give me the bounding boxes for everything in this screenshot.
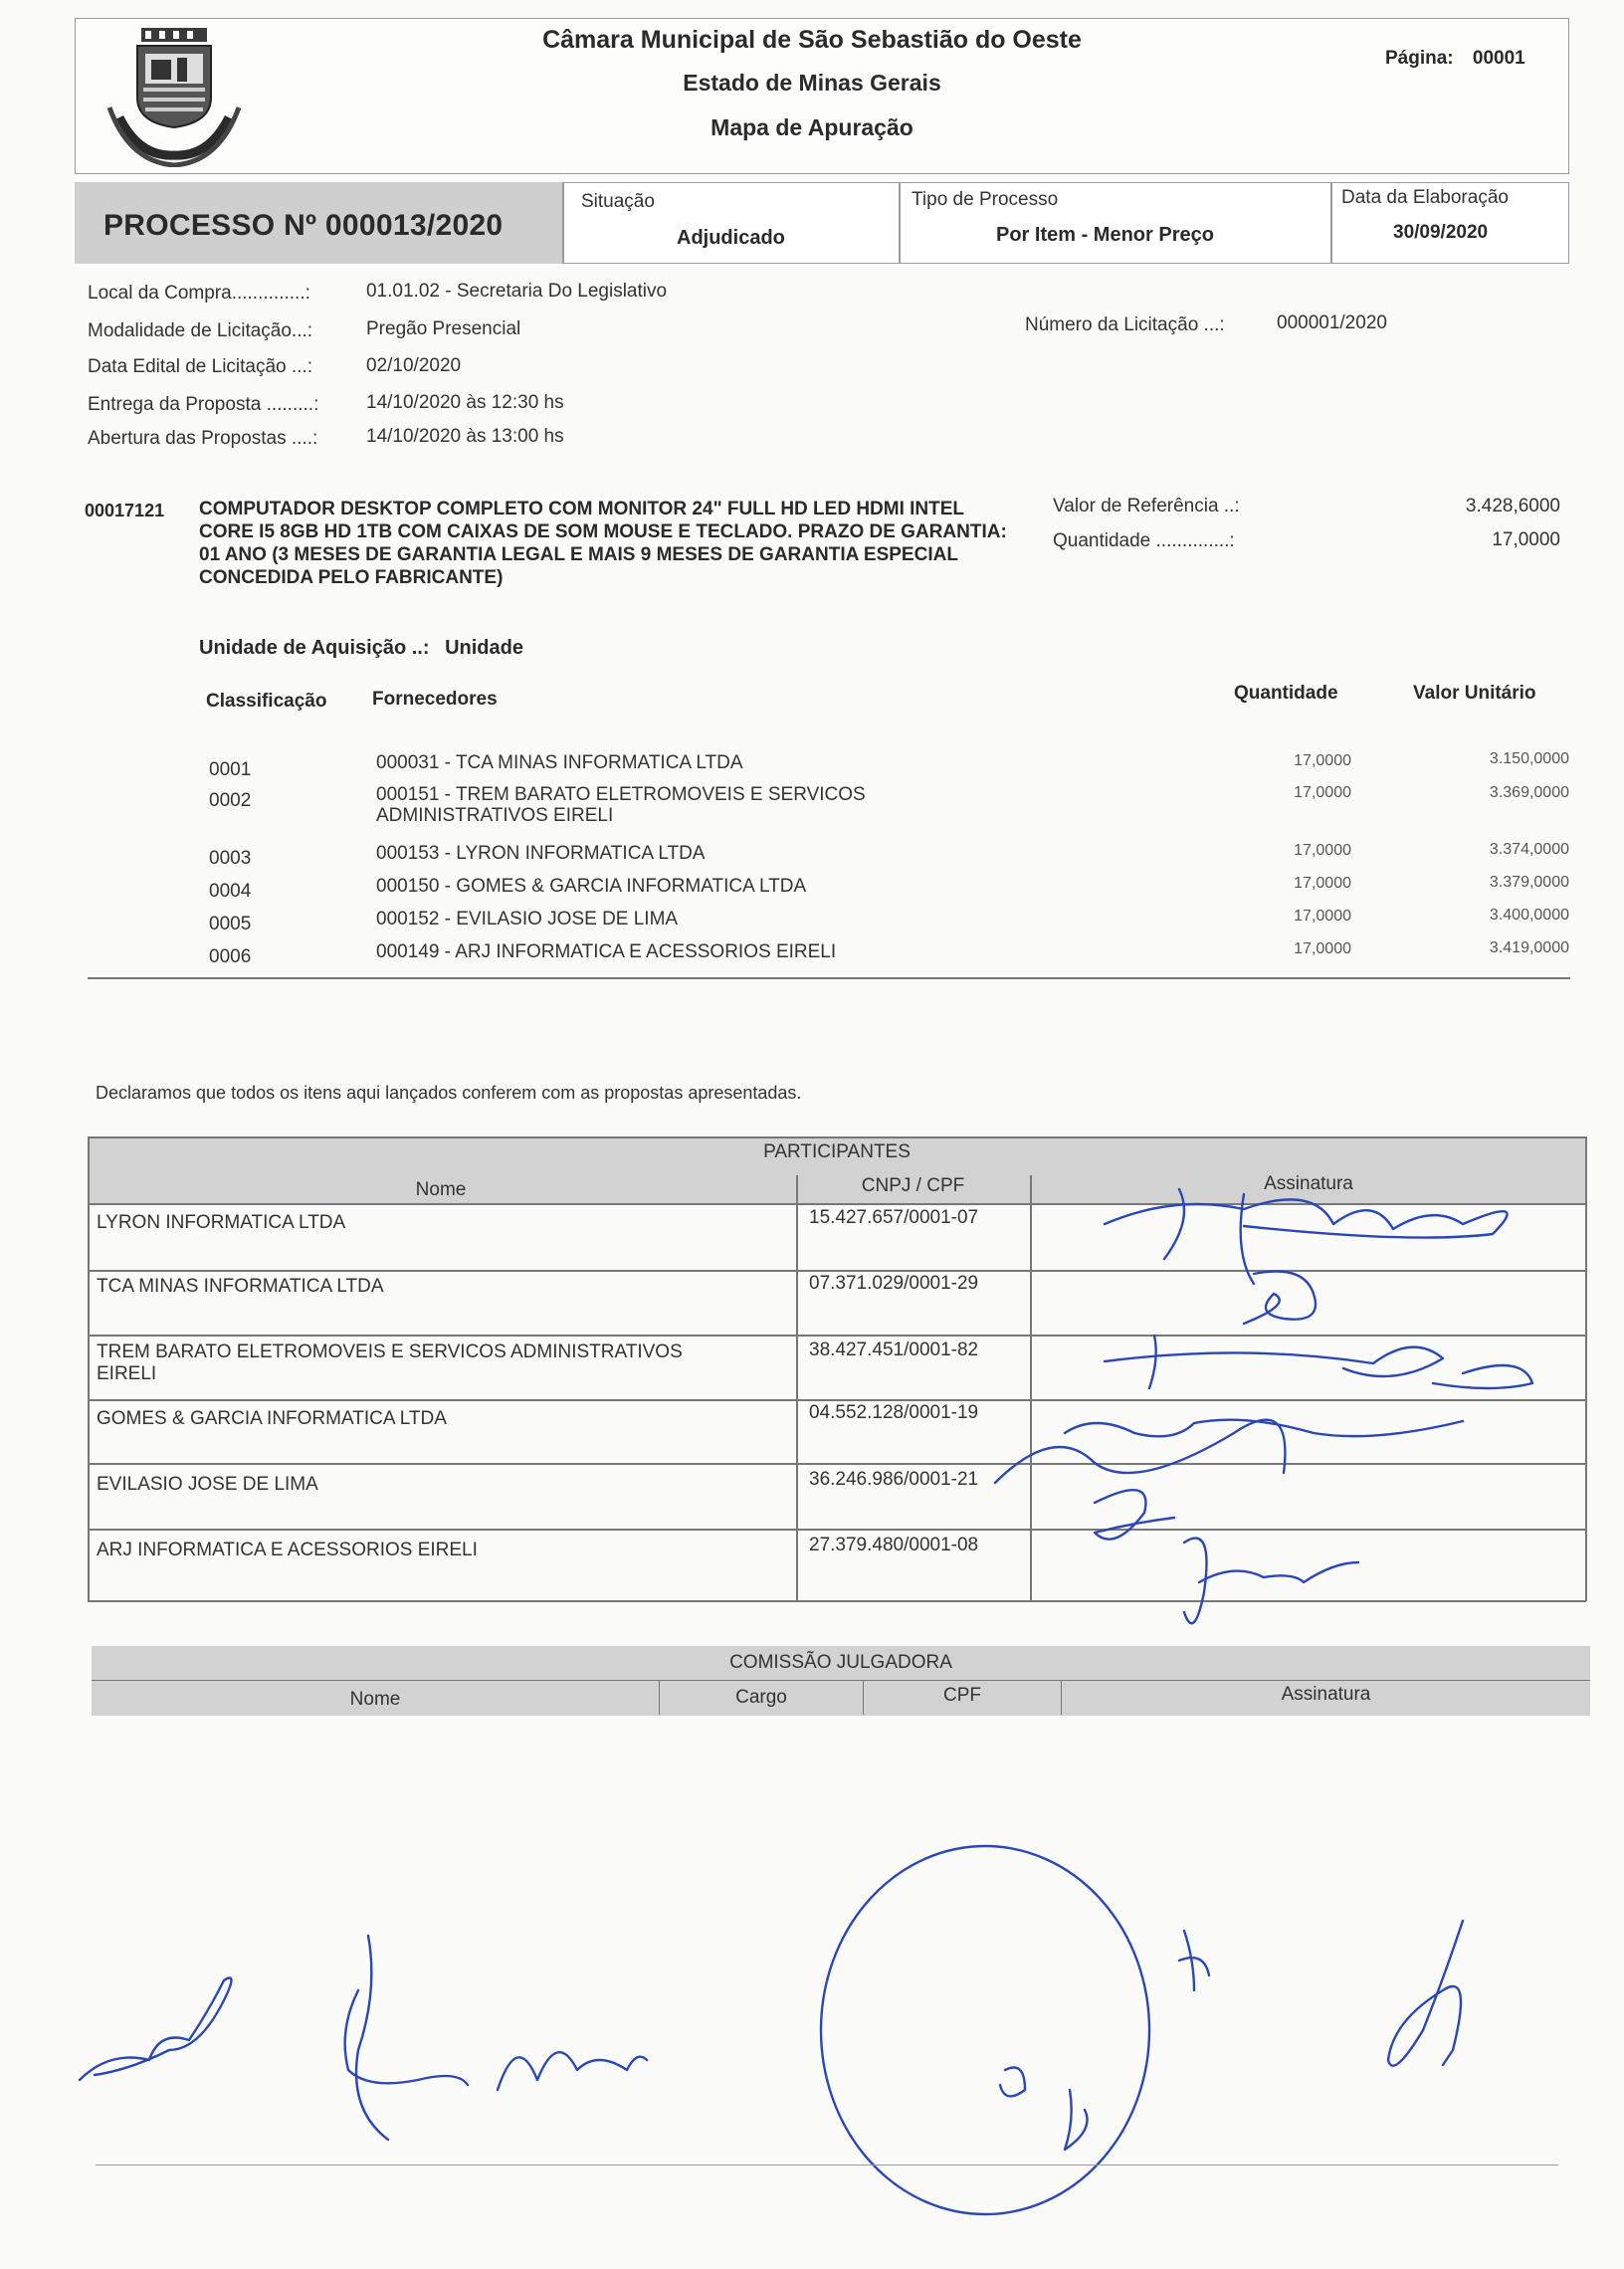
row-price: 3.400,0000	[1489, 907, 1569, 924]
declaration-text: Declaramos que todos os itens aqui lançados conferem com as propostas apresentadas.	[96, 1083, 802, 1103]
item-description: COMPUTADOR DESKTOP COMPLETO COM MONITOR 24" FULL HD LED HDMI INTEL CORE I5 8GB HD 1TB COM CAIXAS DE SOM MOUSE E TECLADO. PRAZO DE GARANTIA: 01 ANO (3 MESES DE GARANTIA LEGAL E MAIS 9 MESES DE GARANTIA ESPECIAL CONCEDIDA PELO FABRICANTE)	[199, 499, 1007, 588]
page-number: 00001	[1472, 48, 1525, 69]
commission-signature-6	[1388, 1921, 1463, 2066]
data-elaboracao-value: 30/09/2020	[1393, 222, 1489, 243]
participants-title: PARTICIPANTES	[763, 1141, 911, 1162]
participant-name: TCA MINAS INFORMATICA LTDA	[97, 1276, 384, 1297]
item-code: 00017121	[85, 501, 165, 520]
row-supplier: 000150 - GOMES & GARCIA INFORMATICA LTDA	[376, 876, 807, 897]
page-label: Página: 00001	[1385, 48, 1525, 69]
row-quantity: 17,0000	[1294, 875, 1351, 892]
participant-name: TREM BARATO ELETROMOVEIS E SERVICOS ADMINISTRATIVOS EIRELI	[97, 1341, 683, 1384]
situacao-label: Situação	[581, 191, 655, 212]
state-name: Estado de Minas Gerais	[683, 70, 941, 96]
valor-referencia-label: Valor de Referência ..:	[1053, 496, 1240, 516]
commission-signature-5	[1179, 1931, 1209, 1990]
row-quantity: 17,0000	[1294, 842, 1351, 859]
participant-name: LYRON INFORMATICA LTDA	[97, 1212, 346, 1233]
col-quantidade: Quantidade	[1234, 683, 1338, 704]
tipo-processo-value: Por Item - Menor Preço	[996, 224, 1214, 246]
row-supplier: 000151 - TREM BARATO ELETROMOVEIS E SERVICOS ADMINISTRATIVOS EIRELI	[376, 784, 866, 826]
row-classificacao: 0004	[209, 881, 252, 902]
commission-col-assinatura: Assinatura	[1281, 1684, 1371, 1705]
participant-name: EVILASIO JOSE DE LIMA	[97, 1474, 318, 1495]
participant-name: ARJ INFORMATICA E ACESSORIOS EIRELI	[97, 1540, 478, 1560]
col-cnpj: CNPJ / CPF	[861, 1175, 965, 1196]
participant-name: GOMES & GARCIA INFORMATICA LTDA	[97, 1408, 447, 1429]
modalidade-value: Pregão Presencial	[366, 318, 521, 339]
row-quantity: 17,0000	[1294, 752, 1351, 769]
footer-divider	[96, 2165, 1558, 2166]
local-compra-label: Local da Compra..............:	[88, 283, 310, 304]
participant-cnpj: 38.427.451/0001-82	[809, 1340, 979, 1360]
local-compra-value: 01.01.02 - Secretaria Do Legislativo	[366, 281, 668, 302]
participant-cnpj: 07.371.029/0001-29	[809, 1273, 979, 1294]
row-supplier: 000149 - ARJ INFORMATICA E ACESSORIOS EIRELI	[376, 941, 837, 962]
entrega-label: Entrega da Proposta .........:	[88, 394, 319, 415]
row-price: 3.379,0000	[1489, 874, 1569, 891]
council-name: Câmara Municipal de São Sebastião do Oeste	[542, 26, 1082, 54]
participant-cnpj: 36.246.986/0001-21	[809, 1469, 979, 1490]
commission-col-nome: Nome	[349, 1689, 401, 1710]
participant-cnpj: 15.427.657/0001-07	[809, 1207, 979, 1228]
commission-col-cpf: CPF	[943, 1685, 981, 1706]
row-classificacao: 0003	[209, 848, 252, 869]
row-supplier: 000031 - TCA MINAS INFORMATICA LTDA	[376, 752, 743, 773]
entrega-value: 14/10/2020 às 12:30 hs	[366, 392, 564, 413]
row-classificacao: 0005	[209, 914, 252, 934]
row-quantity: 17,0000	[1294, 940, 1351, 957]
data-edital-value: 02/10/2020	[366, 355, 462, 376]
commission-col-cargo: Cargo	[735, 1687, 787, 1708]
tipo-processo-label: Tipo de Processo	[912, 189, 1059, 210]
quantidade-value: 17,0000	[1492, 529, 1560, 550]
participant-cnpj: 27.379.480/0001-08	[809, 1535, 979, 1555]
commission-title: COMISSÃO JULGADORA	[729, 1652, 952, 1673]
row-price: 3.150,0000	[1489, 750, 1569, 767]
row-classificacao: 0006	[209, 946, 252, 967]
numero-licitacao-value: 000001/2020	[1277, 312, 1387, 333]
data-elaboracao-label: Data da Elaboração	[1341, 187, 1509, 208]
participant-cnpj: 04.552.128/0001-19	[809, 1402, 979, 1423]
col-classificacao: Classificação	[206, 691, 327, 712]
commission-signature-2	[345, 1936, 468, 2140]
row-quantity: 17,0000	[1294, 784, 1351, 801]
row-price: 3.419,0000	[1489, 939, 1569, 956]
data-edital-label: Data Edital de Licitação ...:	[88, 356, 313, 377]
abertura-value: 14/10/2020 às 13:00 hs	[366, 426, 564, 447]
modalidade-label: Modalidade de Licitação...:	[88, 320, 313, 341]
abertura-label: Abertura das Propostas ....:	[88, 428, 318, 449]
situacao-value: Adjudicado	[677, 227, 785, 249]
row-classificacao: 0002	[209, 790, 252, 811]
document-title: Mapa de Apuração	[710, 114, 914, 140]
numero-licitacao-label: Número da Licitação ...:	[1025, 314, 1225, 335]
row-quantity: 17,0000	[1294, 908, 1351, 925]
commission-signature-3	[498, 2052, 647, 2090]
col-assinatura: Assinatura	[1264, 1173, 1353, 1194]
row-classificacao: 0001	[209, 759, 252, 780]
quantidade-label: Quantidade ..............:	[1053, 530, 1235, 551]
row-supplier: 000152 - EVILASIO JOSE DE LIMA	[376, 909, 679, 929]
unidade-aquisicao: Unidade de Aquisição ..: Unidade	[199, 637, 523, 659]
valor-referencia-value: 3.428,6000	[1465, 496, 1560, 516]
col-nome: Nome	[415, 1179, 467, 1200]
col-valor-unitario: Valor Unitário	[1413, 683, 1536, 704]
row-price: 3.374,0000	[1489, 841, 1569, 858]
commission-signature-4	[821, 1846, 1149, 2214]
process-title: PROCESSO Nº 000013/2020	[103, 209, 504, 242]
commission-signature-1	[80, 1978, 232, 2081]
row-supplier: 000153 - LYRON INFORMATICA LTDA	[376, 843, 706, 864]
row-price: 3.369,0000	[1489, 784, 1569, 801]
col-fornecedores: Fornecedores	[372, 689, 498, 710]
